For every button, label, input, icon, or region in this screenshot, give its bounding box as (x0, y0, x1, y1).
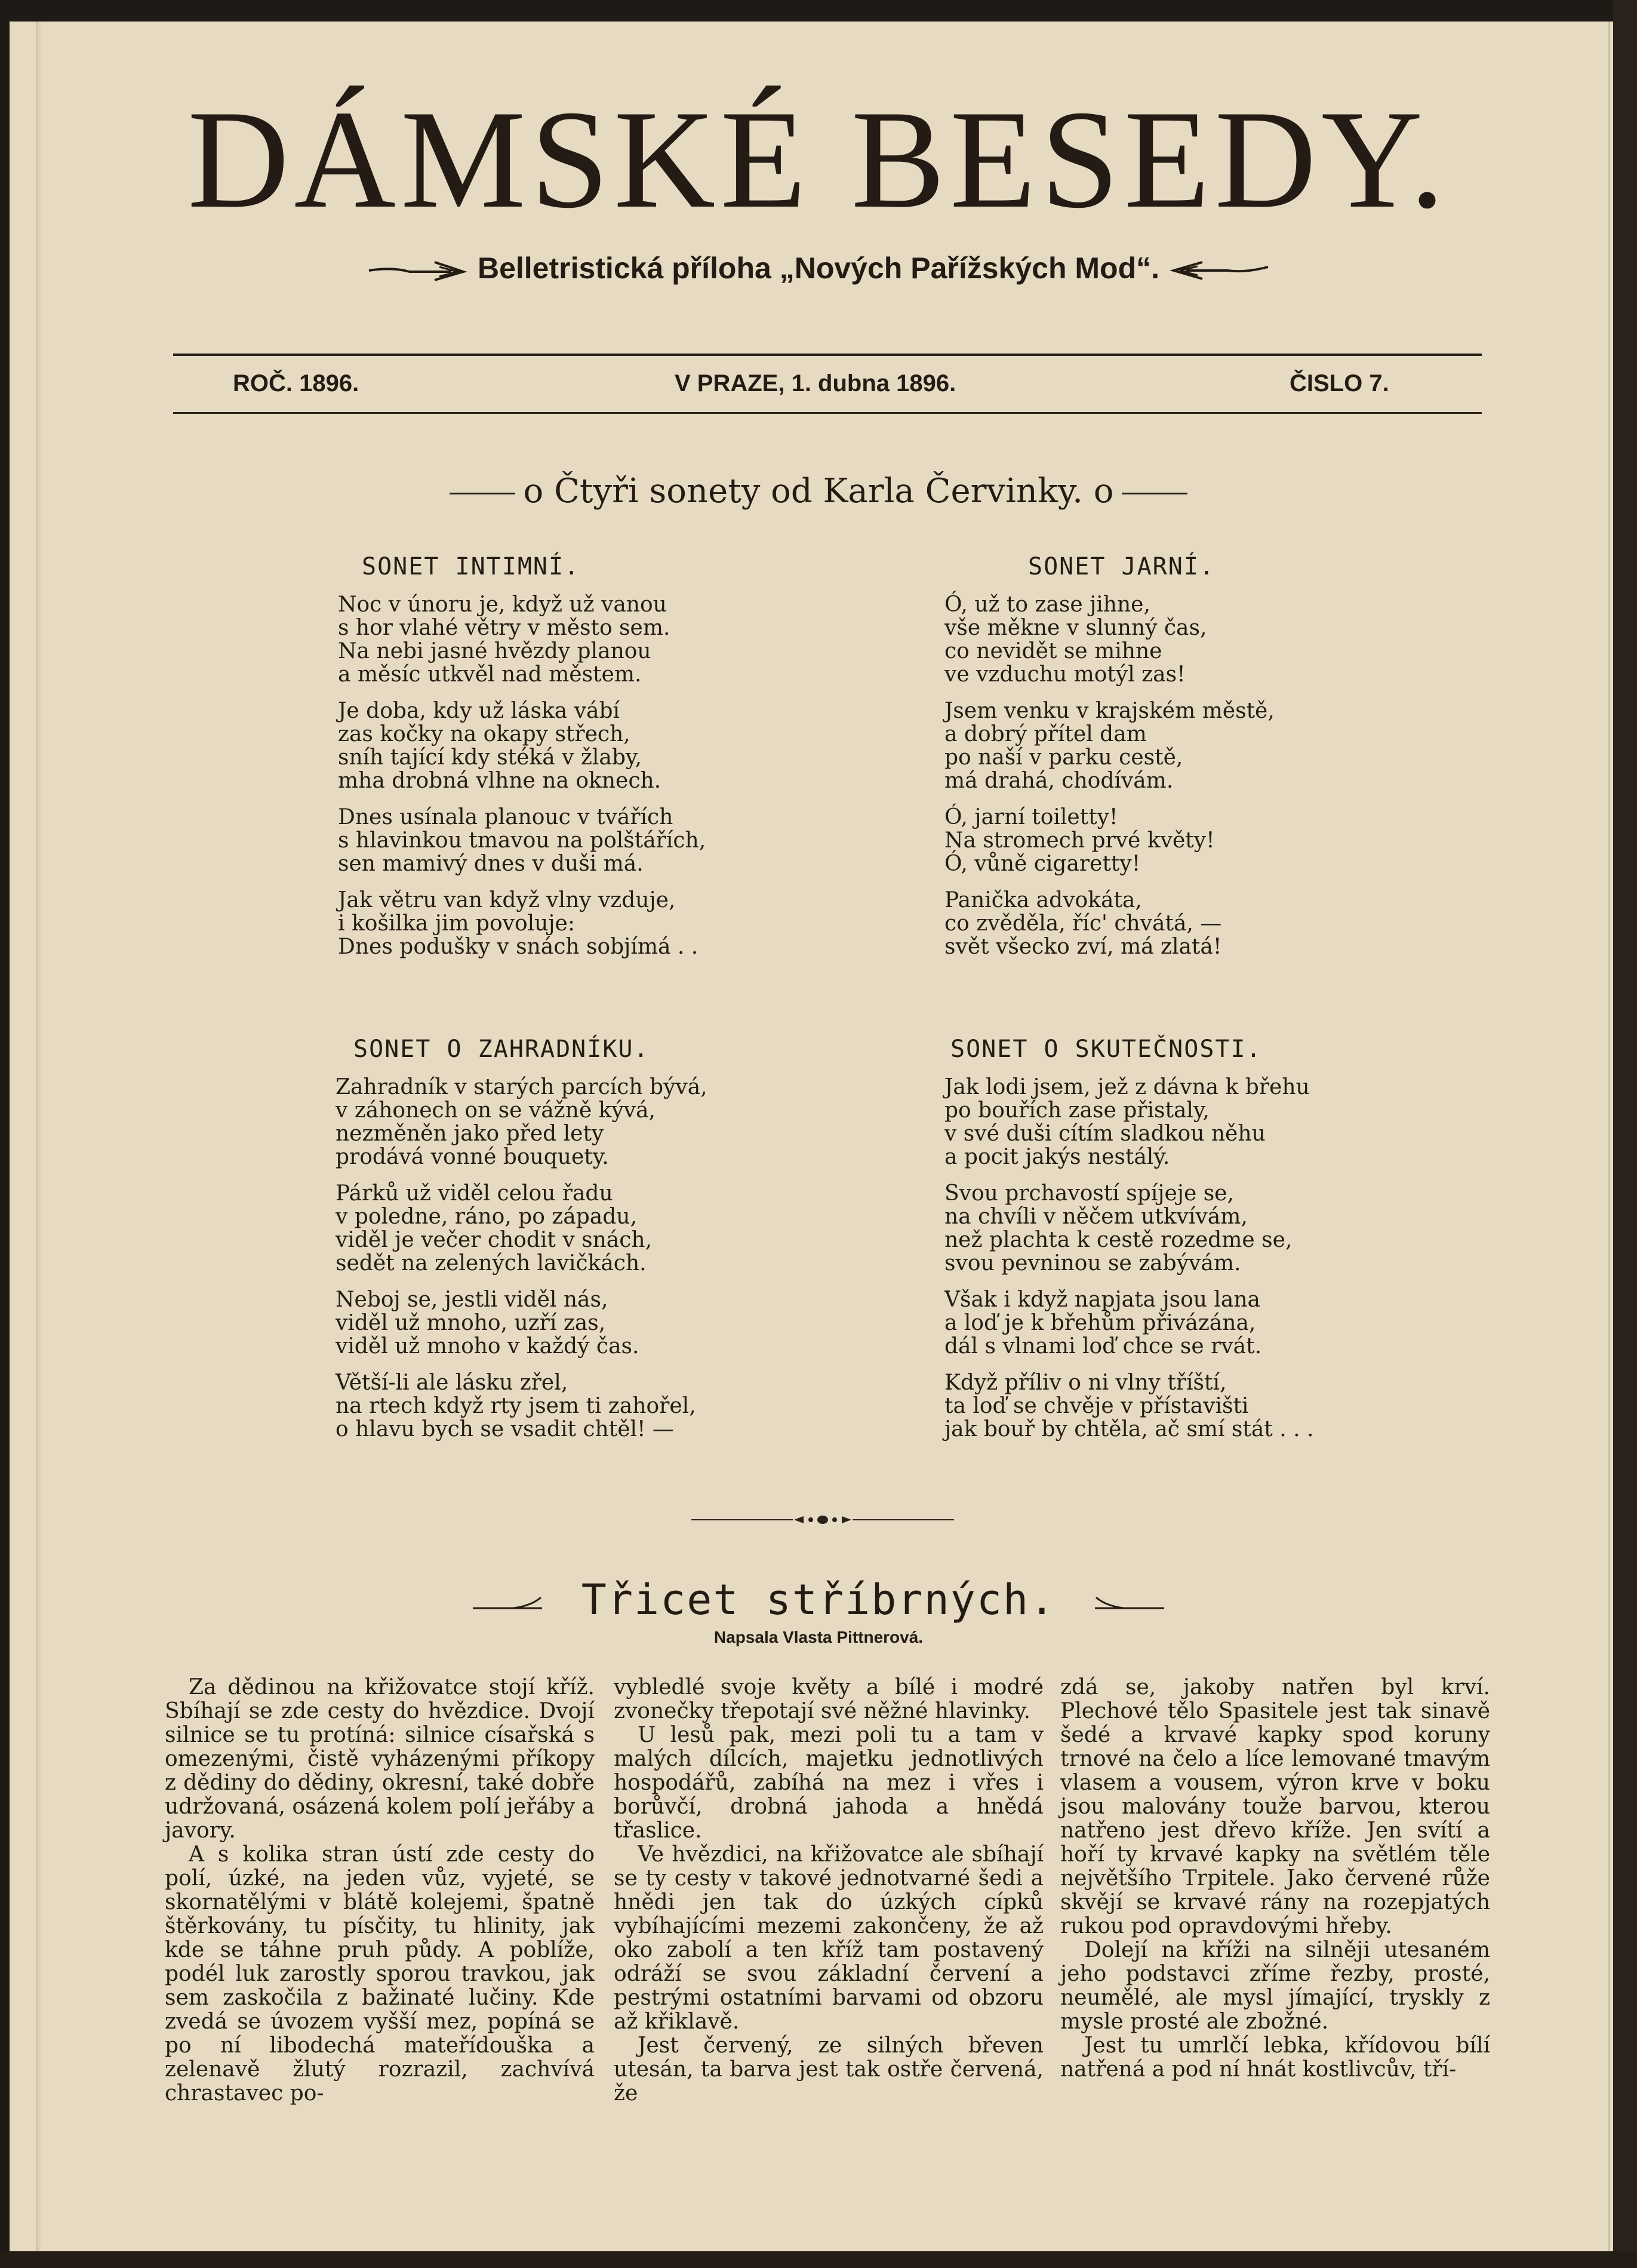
section-divider-ornament-icon (691, 1511, 954, 1529)
heading-dash (1122, 493, 1187, 494)
stanza (944, 699, 1362, 792)
stanza (338, 699, 756, 792)
issue-number: ČISLO 7. (1290, 370, 1389, 397)
verse-line: Ó, jarní toiletty! (944, 805, 1118, 829)
sonnet-title: SONET O ZAHRADNÍKU. (353, 1035, 650, 1063)
stanza (338, 593, 756, 686)
page-right-margin-line (1608, 21, 1610, 2251)
verse-line: nezměněn jako před lety (336, 1121, 604, 1146)
story-column-3 (1060, 1676, 1490, 2082)
paragraph: U lesů pak, mezi poli tu a tam v malých dílcích, majetku jednotlivých hospodářů, zabíhá na mez i vřes i borůvčí, drobná jahoda a hnědá třaslice. (614, 1723, 1044, 1843)
stanza (944, 593, 1362, 686)
verse-line: viděl už mnoho v každý čas. (336, 1334, 639, 1359)
sonnet-title: SONET INTIMNÍ. (362, 553, 580, 580)
stanza (944, 1075, 1362, 1169)
verse-line: Noc v únoru je, když už vanou (338, 592, 667, 617)
stanza (944, 1371, 1362, 1441)
paragraph: Jest tu umrlčí lebka, křídovou bílí natřená a pod ní hnát kostlivcův, tří- (1060, 2033, 1490, 2082)
verse-line: Na nebi jasné hvězdy planou (338, 639, 651, 663)
story-column-2 (614, 1676, 1044, 2106)
verse-line: Jak větru van když vlny vzduje, (338, 888, 676, 912)
verse-line: Neboj se, jestli viděl nás, (336, 1287, 608, 1312)
verse-line: Větší-li ale lásku zřel, (336, 1370, 568, 1395)
verse-line: v poledne, ráno, po západu, (336, 1204, 637, 1229)
verse-line: viděl už mnoho, uzří zas, (336, 1311, 606, 1335)
verse-line: sen mamivý dnes v duši má. (338, 852, 644, 876)
verse-line: zas kočky na okapy střech, (338, 722, 630, 746)
verse-line: co nevidět se mihne (944, 639, 1162, 663)
paragraph: Dolejí na kříži na silněji utesaném jeho podstavci zříme řezby, prosté, neumělé, ale mysl jímající, tryskly z mysle prosté ale zbožné. (1060, 1938, 1490, 2034)
sonnet-spring (944, 555, 1362, 972)
verse-line: Ó, vůně cigaretty! (944, 852, 1141, 876)
paragraph: Ve hvězdici, na křižovatce ale sbíhají se ty cesty v takové jednotvarné šedi a hnědi jen tak do úzkých cípků vybíhajícími mezemi zakončeny, že až oko zabolí a ten kříž tam postavený odráží se svou základní červení a pestrými ostatními barvami od obzoru až křiklavě. (614, 1842, 1044, 2034)
masthead-subtitle: Belletristická příloha „Nových Pařížských Mod“. (477, 251, 1160, 285)
verse-line: Dnes podušky v snách sobjímá . . (338, 935, 699, 959)
stanza (338, 889, 756, 958)
verse-line: má drahá, chodívám. (944, 769, 1174, 793)
verse-line: vše měkne v slunný čas, (944, 616, 1207, 640)
stanza (338, 806, 756, 875)
verse-line: sedět na zelených lavičkách. (336, 1251, 647, 1276)
verse-line: v záhonech on se vážně kývá, (336, 1098, 656, 1123)
verse-line: Však i když napjata jsou lana (944, 1287, 1261, 1312)
masthead-title: DÁMSKÉ BESEDY. (187, 82, 1450, 238)
left-arrow-ornament-icon (1168, 259, 1269, 282)
right-swash-ornament-icon (1094, 1594, 1165, 1612)
verse-line: Panička advokáta, (944, 888, 1142, 912)
verse-line: Svou prchavostí spíjeje se, (944, 1181, 1234, 1206)
verse-line: svou pevninou se zabývám. (944, 1251, 1241, 1276)
issue-place-date: V PRAZE, 1. dubna 1896. (675, 370, 956, 397)
masthead-subtitle-row (0, 251, 1637, 285)
paragraph: vybledlé svoje květy a bílé i modré zvonečky třepotají své něžné hlavinky. (614, 1675, 1044, 1723)
paragraph: A s kolika stran ústí zde cesty do polí, úzké, na jeden vůz, vyjeté, se skornatělými v blátě kolejemi, špatně štěrkovány, tu písčity, tu hlinity, jak kde se táhne pruh půdy. A poblíže, podél luk zarostly sporou travkou, jak sem zaskočila z bažinaté lučiny. Kde zvedá se úvozem vyšší mez, popíná se po ní libodechá mateřídouška a zelenavě žlutý rozrazil, zachvívá chrastavec po- (165, 1842, 595, 2106)
stanza (336, 1371, 753, 1441)
verse-line: co zvěděla, říc' chvátá, — (944, 911, 1222, 936)
verse-line: sníh tající kdy stéká v žlaby, (338, 745, 642, 770)
paragraph: Jest červený, ze silných břeven utesán, ta barva jest tak ostře červená, že (614, 2033, 1044, 2106)
left-swash-ornament-icon (472, 1594, 543, 1612)
story-title: Třicet stříbrných. (581, 1575, 1056, 1624)
verse-line: Je doba, kdy už láska vábí (338, 699, 620, 723)
story-column-1 (165, 1676, 595, 2106)
paragraph: zdá se, jakoby natřen byl krví. Plechové tělo Spasitele jest tak sinavě šedé a krvavé kapky spod koruny trnové na čelo a líce lemované tmavým vlasem a vousem, výron krve v boku jsou malovány touže barvou, kterou natřeno jest dřevo kříže. Jen svítí a hoří ty krvavé kapky na světlém těle největšího Trpitele. Jako červené růže skvějí se krvavé rány na rozepjatých rukou pod opravdovými hřeby. (1060, 1675, 1490, 1938)
verse-line: po bouřích zase přistaly, (944, 1098, 1210, 1123)
sonnet-gardener (336, 1035, 753, 1454)
paragraph: Za dědinou na křižovatce stojí kříž. Sbíhají se zde cesty do hvězdice. Dvojí silnice se tu protíná: silnice císařská s omezenými, čistě vyházenými příkopy z dědiny do dědiny, okresní, také dobře udržovaná, osázená kolem polí jeřáby a javory. (165, 1675, 595, 1843)
page-fold-shadow (36, 21, 42, 2251)
verse-line: viděl je večer chodit v snách, (336, 1228, 653, 1252)
stanza (944, 1288, 1362, 1358)
scan-left-edge (0, 0, 10, 2268)
sonnet-title: SONET O SKUTEČNOSTI. (950, 1035, 1262, 1063)
verse-line: svět všecko zví, má zlatá! (944, 935, 1222, 959)
stanza (944, 889, 1362, 958)
verse-line: prodává vonné bouquety. (336, 1145, 609, 1169)
verse-line: s hlavinkou tmavou na polštářích, (338, 828, 706, 853)
verse-line: Dnes usínala planouc v tvářích (338, 805, 673, 829)
verse-line: Párků už viděl celou řadu (336, 1181, 613, 1206)
sonnets-heading (0, 472, 1637, 511)
verse-line: i košilka jim povoluje: (338, 911, 575, 936)
scan-bottom-edge (0, 2251, 1637, 2268)
right-arrow-ornament-icon (368, 259, 469, 282)
issue-year: ROČ. 1896. (233, 370, 359, 397)
verse-line: a loď je k břehům přivázána, (944, 1311, 1256, 1335)
heading-bullet-icon: o (1093, 472, 1114, 511)
header-bottom-rule (173, 412, 1482, 414)
verse-line: po naší v parku cestě, (944, 745, 1183, 770)
stanza (336, 1075, 753, 1169)
verse-line: a měsíc utkvěl nad městem. (338, 662, 642, 687)
verse-line: než plachta k cestě rozedme se, (944, 1228, 1293, 1252)
verse-line: Když příliv o ni vlny tříští, (944, 1370, 1227, 1395)
sonnet-reality (944, 1035, 1362, 1454)
verse-line: na chvíli v něčem utkvívám, (944, 1204, 1248, 1229)
verse-line: v své duši cítím sladkou něhu (944, 1121, 1266, 1146)
sonnets-heading-text: Čtyři sonety od Karla Červinky. (554, 472, 1083, 511)
stanza (944, 806, 1362, 875)
stanza (944, 1182, 1362, 1275)
stanza (336, 1182, 753, 1275)
verse-line: s hor vlahé větry v město sem. (338, 616, 670, 640)
verse-line: Jak lodi jsem, jež z dávna k břehu (944, 1075, 1310, 1099)
verse-line: a pocit jakýs nestálý. (944, 1145, 1170, 1169)
verse-line: o hlavu bych se vsadit chtěl! — (336, 1417, 674, 1442)
sonnet-intimate (338, 555, 756, 972)
verse-line: ve vzduchu motýl zas! (944, 662, 1186, 687)
verse-line: Ó, už to zase jihne, (944, 592, 1150, 617)
verse-line: a dobrý přítel dam (944, 722, 1147, 746)
story-heading (0, 1575, 1637, 1624)
heading-dash (450, 493, 515, 494)
verse-line: ta loď se chvěje v přístavišti (944, 1394, 1249, 1418)
verse-line: Na stromech prvé květy! (944, 828, 1215, 853)
verse-line: mha drobná vlhne na oknech. (338, 769, 661, 793)
verse-line: na rtech když rty jsem ti zahořel, (336, 1394, 696, 1418)
header-top-rule (173, 354, 1482, 356)
scan-right-edge (1613, 0, 1637, 2268)
heading-bullet-icon: o (523, 472, 544, 511)
story-byline: Napsala Vlasta Pittnerová. (713, 1628, 924, 1646)
verse-line: jak bouř by chtěla, ač smí stát . . . (944, 1417, 1314, 1442)
verse-line: Zahradník v starých parcích bývá, (336, 1075, 707, 1099)
verse-line: Jsem venku v krajském městě, (944, 699, 1275, 723)
verse-line: dál s vlnami loď chce se rvát. (944, 1334, 1262, 1359)
scan-top-edge (0, 0, 1637, 21)
sonnet-title: SONET JARNÍ. (1028, 553, 1215, 580)
stanza (336, 1288, 753, 1358)
